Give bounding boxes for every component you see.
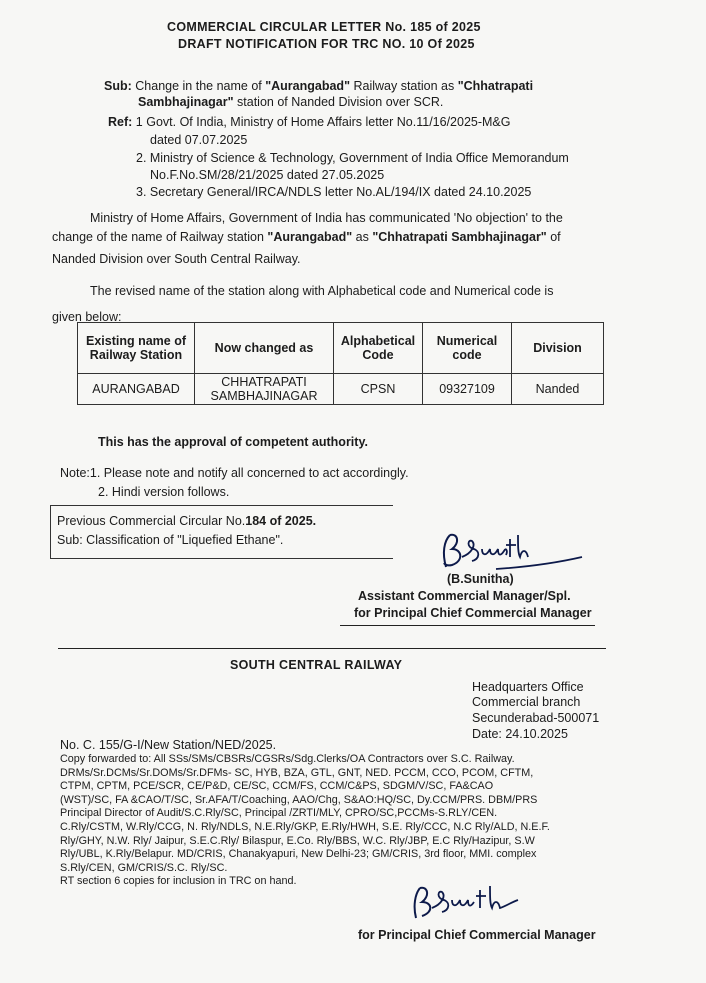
draft-notification-title: DRAFT NOTIFICATION FOR TRC NO. 10 Of 2025 bbox=[178, 37, 475, 51]
para1-line-2: change of the name of Railway station "Aurangabad" as "Chhatrapati Sambhajinagar" of bbox=[52, 230, 561, 244]
short-divider bbox=[340, 625, 595, 626]
copy-line: Rly/GHY, N.W. Rly/ Jaipur, S.E.C.Rly/ Bilaspur, E.Co. Rly/BBS, W.C. Rly/JBP, E.C Rly/Hazipur, S.W bbox=[60, 834, 535, 847]
copy-forwarded-block bbox=[60, 753, 550, 889]
letter-number: No. C. 155/G-I/New Station/NED/2025. bbox=[60, 738, 277, 752]
subject-line-2: Sambhajinagar" station of Nanded Division over SCR. bbox=[138, 95, 444, 109]
office-line-3: Secunderabad-500071 bbox=[472, 711, 600, 725]
para1-line-1: Ministry of Home Affairs, Government of India has communicated 'No objection' to the bbox=[90, 211, 563, 225]
previous-circular-subject: Sub: Classification of "Liquefied Ethane". bbox=[57, 533, 284, 547]
signature-2 bbox=[408, 882, 548, 924]
office-date: Date: 24.10.2025 bbox=[472, 727, 568, 741]
circular-title: COMMERCIAL CIRCULAR LETTER No. 185 of 2025 bbox=[167, 20, 481, 34]
signatory-for-2: for Principal Chief Commercial Manager bbox=[358, 928, 596, 942]
table-row bbox=[78, 374, 604, 405]
cell-now-changed: CHHATRAPATI SAMBHAJINAGAR bbox=[195, 374, 334, 405]
reference-1: Ref: 1 Govt. Of India, Ministry of Home Affairs letter No.11/16/2025-M&G bbox=[108, 115, 511, 129]
header-now-changed: Now changed as bbox=[195, 323, 334, 374]
copy-line: (WST)/SC, FA &CAO/T/SC, Sr.AFA/T/Coaching, AAO/Chg, S&AO:HQ/SC, Dy.CCM/PRS. DBM/PRS bbox=[60, 793, 538, 806]
reference-1-date: dated 07.07.2025 bbox=[150, 133, 248, 147]
copy-line: RT section 6 copies for inclusion in TRC on hand. bbox=[60, 875, 297, 888]
office-line-1: Headquarters Office bbox=[472, 680, 584, 694]
signature-1 bbox=[436, 527, 586, 577]
table-header-row bbox=[78, 323, 604, 374]
note-1: Note:1. Please note and notify all concerned to act accordingly. bbox=[60, 466, 409, 480]
para1-line-3: Nanded Division over South Central Railway. bbox=[52, 252, 301, 266]
header-alphabetical-code: Alphabetical Code bbox=[334, 323, 423, 374]
copy-line: Copy forwarded to: All SSs/SMs/CBSRs/CGSRs/Sdg.Clerks/OA Contractors over S.C. Railway. bbox=[60, 753, 515, 765]
header-division: Division bbox=[512, 323, 604, 374]
para2-line-1: The revised name of the station along with Alphabetical code and Numerical code is bbox=[90, 284, 554, 298]
reference-2: 2. Ministry of Science & Technology, Government of India Office Memorandum bbox=[136, 151, 569, 165]
subject-label: Sub: bbox=[104, 79, 132, 93]
section-divider bbox=[58, 648, 606, 649]
cell-alphabetical-code: CPSN bbox=[334, 374, 423, 405]
cell-existing-name: AURANGABAD bbox=[78, 374, 195, 405]
copy-line: Rly/UBL, K.Rly/Belapur. MD/CRIS, Chanakyapuri, New Delhi-23; GM/CRIS, 3rd floor, MMI. complex bbox=[60, 848, 537, 861]
note-label: Note: bbox=[60, 466, 90, 480]
copy-line: DRMs/Sr.DCMs/Sr.DOMs/Sr.DFMs- SC, HYB, BZA, GTL, GNT, NED. PCCM, CCO, PCOM, CFTM, bbox=[60, 766, 534, 779]
para2-line-2: given below: bbox=[52, 310, 122, 324]
reference-3: 3. Secretary General/IRCA/NDLS letter No.AL/194/IX dated 24.10.2025 bbox=[136, 185, 532, 199]
approval-statement: This has the approval of competent authority. bbox=[98, 435, 368, 449]
cell-division: Nanded bbox=[512, 374, 604, 405]
subject-line-1: Sub: Change in the name of "Aurangabad" Railway station as "Chhatrapati bbox=[104, 79, 534, 93]
header-existing-name: Existing name of Railway Station bbox=[78, 323, 195, 374]
copy-line: Principal Director of Audit/S.C.Rly/SC, Principal /ZRTI/MLY, CPRO/SC,PCCMs-S.RLY/CEN. bbox=[60, 807, 498, 820]
office-line-2: Commercial branch bbox=[472, 695, 581, 709]
reference-2-number: No.F.No.SM/28/21/2025 dated 27.05.2025 bbox=[150, 168, 385, 182]
reference-label: Ref: bbox=[108, 115, 133, 129]
previous-circular-line: Previous Commercial Circular No.184 of 2025. bbox=[57, 514, 317, 528]
railway-name: SOUTH CENTRAL RAILWAY bbox=[230, 658, 403, 672]
signatory-designation-1: Assistant Commercial Manager/Spl. bbox=[358, 589, 571, 603]
signatory-for-1: for Principal Chief Commercial Manager bbox=[354, 606, 592, 620]
copy-line: C.Rly/CSTM, W.Rly/CCG, N. Rly/NDLS, N.E.Rly/GKP, E.Rly/HWH, S.E. Rly/CCC, N.C Rly/ALD, N.E.F. bbox=[60, 820, 550, 833]
cell-numerical-code: 09327109 bbox=[423, 374, 512, 405]
copy-line: CTPM, CPTM, PCE/SCR, CE/P&D, CE/SC, CCM/FS, CCM/C&PS, SDGM/V/SC, FA&CAO bbox=[60, 780, 494, 793]
signatory-name-1: (B.Sunitha) bbox=[447, 572, 514, 586]
station-table bbox=[77, 322, 604, 405]
copy-line: S.Rly/CEN, GM/CRIS/S.C. Rly/SC. bbox=[60, 861, 228, 874]
header-numerical-code: Numerical code bbox=[423, 323, 512, 374]
note-2: 2. Hindi version follows. bbox=[98, 485, 230, 499]
